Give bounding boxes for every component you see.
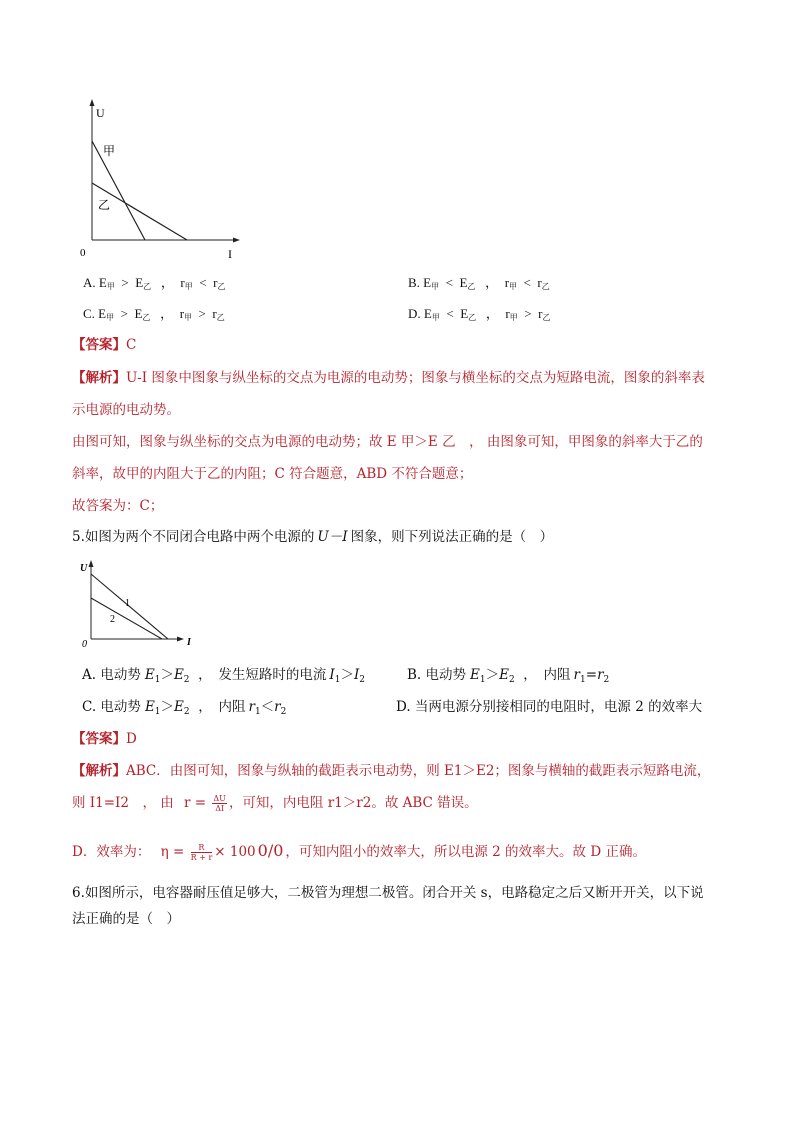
q4-final-answer: 故答案为：C；	[72, 498, 164, 514]
q5-analysis-line-2: 则 I1=I2 ， 由 r = $\frac{\Delta U}{\Delta I}$ ，可知，内电阻 r1＞r2。故 ABC 错误。	[72, 794, 478, 813]
origin-label: 0	[82, 639, 87, 650]
q4-analysis-line-2: 示电源的电动势。	[72, 402, 180, 418]
line-2-label: 2	[110, 614, 115, 625]
q4-analysis-line-4: 斜率，故甲的内阻大于乙的内阻；C 符合题意，ABD 不符合题意；	[72, 466, 473, 482]
y-axis-arrow	[89, 560, 94, 567]
q4-answer: 【答案】C	[72, 337, 137, 353]
y-axis-arrow	[90, 99, 95, 106]
line-jia-label: 甲	[103, 144, 116, 158]
line-jia	[92, 141, 145, 240]
line-yi-label: 乙	[98, 198, 111, 212]
x-axis-arrow	[233, 238, 240, 243]
q5-option-c[interactable]: C. 电动势 $E_1>E_2$ ， 内阻 $r_1<r_2$	[82, 699, 287, 717]
percent-sign: 0/0	[257, 841, 284, 860]
fraction-efficiency: $\frac{R}{R + r}$	[190, 843, 213, 862]
q4-option-b[interactable]: B. $E_甲 < E_乙$ ， $r_甲 < r_乙$	[408, 275, 550, 291]
fraction-du-di: $\frac{\Delta U}{\Delta I}$	[213, 794, 226, 813]
x-axis-arrow	[177, 637, 184, 642]
q5-option-d[interactable]: D. 当两电源分别接相同的电阻时，电源 2 的效率大	[396, 699, 703, 715]
q6-stem-line-1: 6.如图所示，电容器耐压值足够大，二极管为理想二极管。闭合开关 s，电路稳定之后又断开开关，以下说	[72, 885, 704, 901]
q5-analysis-line-3: D．效率为： η = $\frac{R}{R + r}$ × 100 0/0 ，可知内阻小的效率大，所以电源 2 的效率大。故 D 正确。	[72, 841, 646, 862]
ui-graph-2	[78, 558, 198, 650]
x-axis-label: I	[228, 247, 232, 261]
q4-analysis-line-1: 【解析】U-I 图象中图象与纵坐标的交点为电源的电动势；图象与横坐标的交点为短路电流，图象的斜率表	[72, 370, 705, 386]
q4-option-c[interactable]: C. $E_甲 > E_乙$ ， $r_甲 > r_乙$	[83, 306, 225, 322]
y-axis-label: U	[80, 563, 88, 574]
y-axis-label: U	[96, 106, 105, 120]
q5-option-a[interactable]: A. 电动势 $E_1>E_2$ ， 发生短路时的电流 $I_1>I_2$	[82, 667, 366, 685]
q5-option-b[interactable]: B. 电动势 $E_1>E_2$ ， 内阻 $r_1=r_2$	[407, 667, 610, 685]
q5-analysis-line-1: 【解析】ABC．由图可知，图象与纵轴的截距表示电动势，则 E1＞E2；图象与横轴的截距表示短路电流，	[72, 763, 711, 779]
q4-option-a[interactable]: A. $E_甲 > E_乙$ ， $r_甲 < r_乙$	[83, 275, 226, 291]
q4-option-d[interactable]: D. $E_甲 < E_乙$ ， $r_甲 > r_乙$	[408, 306, 551, 322]
line-1-label: 1	[125, 598, 130, 609]
q6-stem-line-2: 法正确的是（ ）	[72, 911, 180, 927]
x-axis-label: I	[187, 637, 191, 648]
q5-answer: 【答案】D	[72, 731, 137, 747]
origin-label: 0	[80, 247, 86, 259]
q4-analysis-line-3: 由图可知，图象与纵坐标的交点为电源的电动势；故 E 甲＞E 乙 ， 由图象可知，甲图象的斜率大于乙的	[72, 434, 703, 450]
q5-stem: 5.如图为两个不同闭合电路中两个电源的 U－I 图象，则下列说法正确的是（ ）	[72, 529, 554, 545]
ui-graph-1	[75, 98, 250, 263]
